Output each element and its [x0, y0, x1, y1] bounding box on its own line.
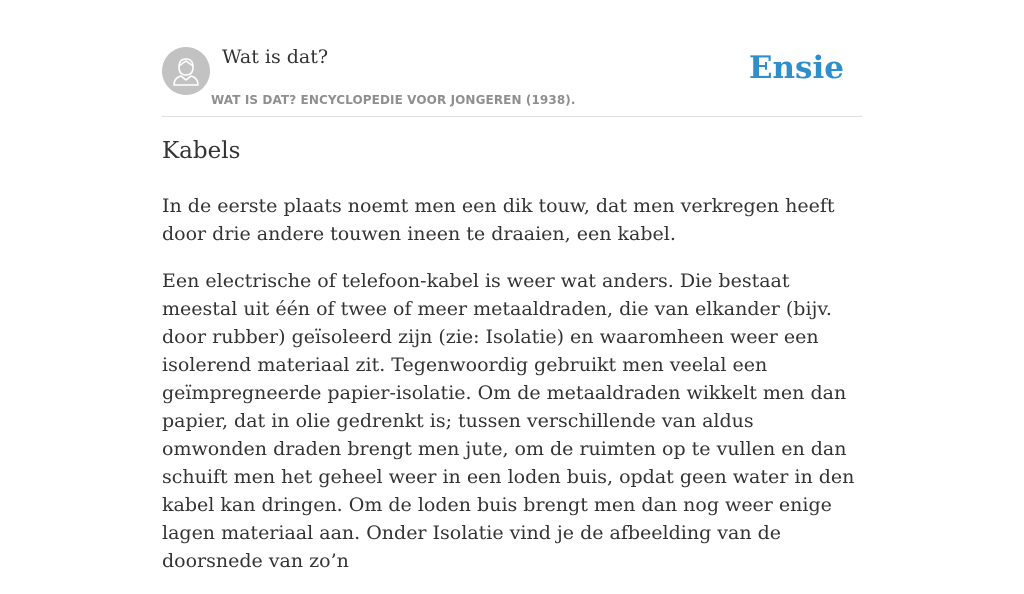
source-subtitle[interactable]: WAT IS DAT? ENCYCLOPEDIE VOOR JONGEREN (1938). — [211, 93, 576, 107]
article-paragraph: Een electrische of telefoon-kabel is weer wat anders. Die bestaat meestal uit één of twee of meer metaaldraden, die van elkander (bijv. door rubber) geïsoleerd zijn (zie: Isolatie) en waaromheen weer een isolerend materiaal zit. Tegenwoordig gebruikt men veelal een geïmpregneerde papier-isolatie. Om de metaaldraden wikkelt men dan papier, dat in olie gedrenkt is; tussen verschillende van aldus omwonden draden brengt men jute, om de ruimten op te vullen en dan schuift men het geheel weer in een loden buis, opdat geen water in den kabel kan dringen. Om de loden buis brengt men dan nog weer enige lagen materiaal aan. Onder Isolatie vind je de afbeelding van de doorsnede van zo’n — [162, 270, 855, 572]
source-title[interactable]: Wat is dat? — [222, 46, 329, 68]
article-title: Kabels — [162, 138, 241, 164]
source-header — [162, 46, 862, 117]
ensie-logo[interactable]: Ensie — [748, 50, 844, 86]
user-silhouette-icon[interactable] — [162, 47, 210, 95]
article-body — [162, 192, 862, 594]
article-paragraph: In de eerste plaats noemt men een dik touw, dat men verkregen heeft door drie andere touwen ineen te draaien, een kabel. — [162, 195, 835, 245]
